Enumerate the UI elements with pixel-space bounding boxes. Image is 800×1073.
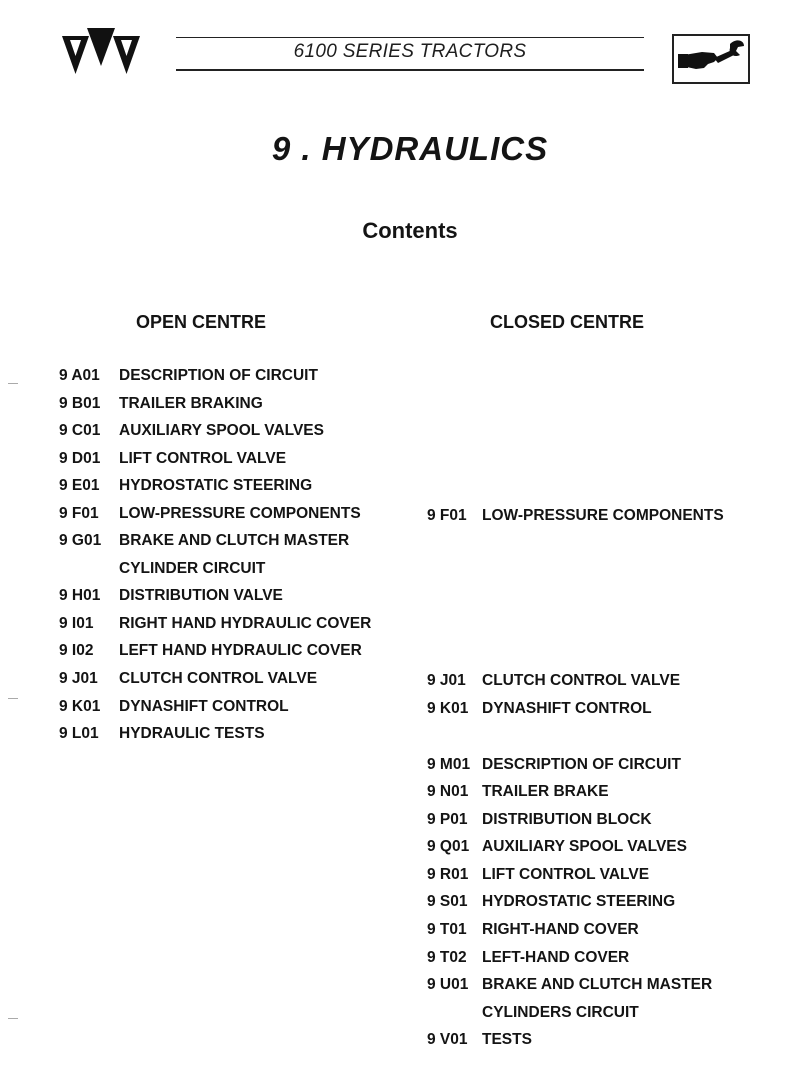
page-title: 9 . HYDRAULICS [271,130,549,167]
scan-mark [8,1018,18,1019]
section-title: CLUTCH CONTROL VALVE [119,670,318,687]
series-title: 6100 SERIES TRACTORS [293,41,527,62]
section-code: 9 M01 [427,755,471,773]
section-code: 9 P01 [427,810,468,828]
section-title: RIGHT-HAND COVER [482,921,639,938]
section-code: 9 Q01 [427,838,470,855]
section-title: LOW-PRESSURE COMPONENTS [119,504,361,522]
section-code: 9 B01 [59,394,101,412]
triple-triangle-logo-icon [62,28,140,80]
section-title: AUXILIARY SPOOL VALVES [119,422,324,439]
section-title: LIFT CONTROL VALVE [119,449,287,467]
header-rule-top [176,37,644,38]
section-title: DISTRIBUTION VALVE [119,587,283,604]
open-centre-heading: OPEN CENTRE [136,312,267,332]
section-code: 9 H01 [59,587,101,604]
section-title: LIFT CONTROL VALVE [482,865,650,883]
section-code: 9 F01 [427,506,467,524]
section-title: DYNASHIFT CONTROL [482,700,652,717]
section-title: DYNASHIFT CONTROL [119,697,289,715]
scan-mark [8,383,18,384]
header-rule-bottom [176,69,644,71]
section-code: 9 R01 [427,865,469,883]
section-code: 9 I01 [59,614,94,632]
section-code: 9 J01 [59,670,98,687]
section-title: DESCRIPTION OF CIRCUIT [119,367,318,384]
section-code: 9 K01 [59,697,101,715]
scan-mark [8,698,18,699]
section-title: TRAILER BRAKING [119,394,263,412]
section-title-continued: CYLINDERS CIRCUIT [482,1003,639,1021]
section-title: TRAILER BRAKE [482,783,609,800]
section-code: 9 U01 [427,976,469,993]
section-code: 9 L01 [59,725,99,742]
section-code: 9 V01 [427,1031,468,1048]
section-title: LEFT-HAND COVER [482,948,630,966]
section-code: 9 D01 [59,449,101,467]
section-title: BRAKE AND CLUTCH MASTER [482,976,713,993]
section-title: LOW-PRESSURE COMPONENTS [482,506,724,524]
tool-icon-box [672,34,750,84]
section-code: 9 E01 [59,477,100,494]
section-title: BRAKE AND CLUTCH MASTER [119,532,350,549]
section-title: DESCRIPTION OF CIRCUIT [482,755,681,773]
section-title: LEFT HAND HYDRAULIC COVER [119,642,362,659]
section-code: 9 J01 [427,672,466,689]
section-code: 9 K01 [427,700,469,717]
section-title: AUXILIARY SPOOL VALVES [482,838,687,855]
hand-wrench-icon [674,36,748,82]
section-title: CLUTCH CONTROL VALVE [482,672,681,689]
contents-heading: Contents [362,218,458,243]
section-title-continued: CYLINDER CIRCUIT [119,559,266,577]
section-title: HYDROSTATIC STEERING [119,477,313,494]
section-code: 9 C01 [59,422,101,439]
section-code: 9 S01 [427,893,468,910]
section-code: 9 T01 [427,921,467,938]
section-code: 9 A01 [59,367,100,384]
section-code: 9 G01 [59,532,102,549]
section-code: 9 I02 [59,642,94,659]
section-title: DISTRIBUTION BLOCK [482,810,652,828]
section-title: TESTS [482,1031,532,1048]
section-code: 9 T02 [427,948,467,966]
closed-centre-heading: CLOSED CENTRE [490,312,645,332]
section-code: 9 N01 [427,783,469,800]
section-code: 9 F01 [59,504,99,522]
section-title: RIGHT HAND HYDRAULIC COVER [119,614,372,632]
section-title: HYDROSTATIC STEERING [482,893,676,910]
section-title: HYDRAULIC TESTS [119,725,265,742]
brand-logo [62,28,140,80]
